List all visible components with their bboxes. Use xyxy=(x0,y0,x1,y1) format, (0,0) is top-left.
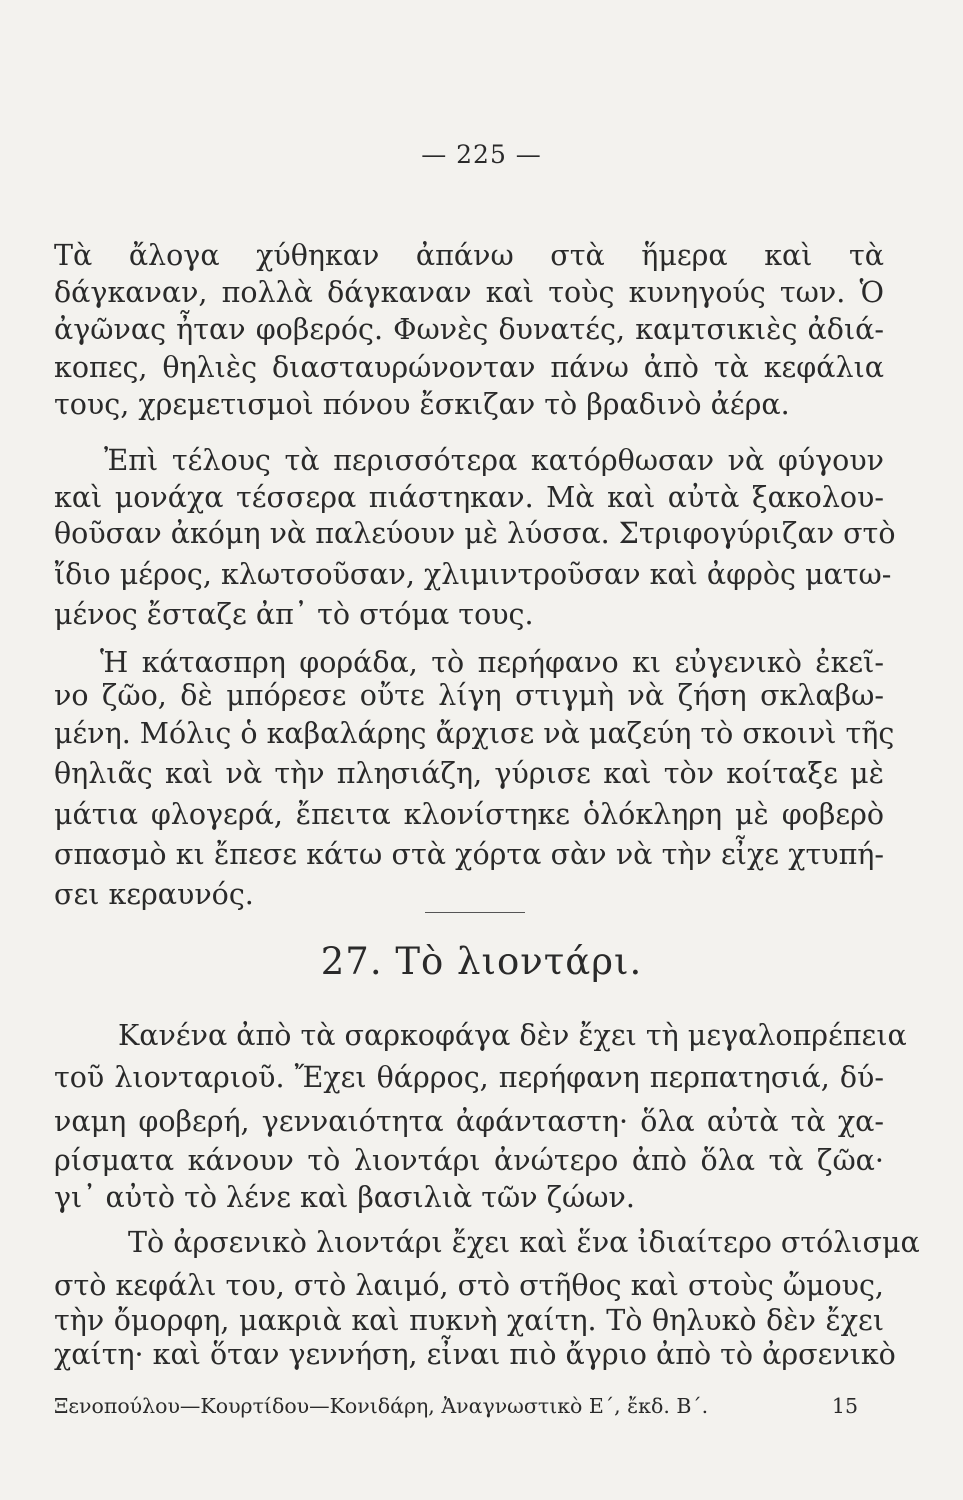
text-line: μάτια φλογερά, ἔπειτα κλονίστηκε ὁλόκληρη μὲ φοβερὸ xyxy=(54,798,884,831)
text-line: τὴν ὄμορφη, μακριὰ καὶ πυκνὴ χαίτη. Τὸ θηλυκὸ δὲν ἔχει xyxy=(54,1304,884,1337)
signature-mark: 15 xyxy=(831,1394,858,1418)
chapter-heading: 27. Τὸ λιοντάρι. xyxy=(320,940,643,983)
text-line: ἴδιο μέρος, κλωτσοῦσαν, χλιμιντροῦσαν καὶ ἀφρὸς ματω- xyxy=(54,558,892,591)
text-line: στὸ κεφάλι του, στὸ λαιμό, στὸ στῆθος καὶ στοὺς ὤμους, xyxy=(54,1269,884,1302)
text-line: σπασμὸ κι ἔπεσε κάτω στὰ χόρτα σὰν νὰ τὴν εἶχε χτυπή- xyxy=(54,838,884,871)
text-line: κοπες, θηλιὲς διασταυρώνονταν πάνω ἀπὸ τὰ κεφάλια xyxy=(54,351,884,384)
footer-citation: Ξενοπούλου—Κουρτίδου—Κονιδάρη, Ἀναγνωστικὸ Ε΄, ἔκδ. Β΄. xyxy=(54,1394,709,1418)
text-line: θοῦσαν ἀκόμη νὰ παλεύουν μὲ λύσσα. Στριφογύριζαν στὸ xyxy=(54,517,896,550)
text-line: ναμη φοβερή, γενναιότητα ἀφάνταστη· ὅλα αὐτὰ τὰ χα- xyxy=(54,1105,884,1138)
text-line: θηλιᾶς καὶ νὰ τὴν πλησιάζη, γύρισε καὶ τὸν κοίταξε μὲ xyxy=(54,757,884,790)
text-line: γι᾽ αὐτὸ τὸ λένε καὶ βασιλιὰ τῶν ζώων. xyxy=(54,1181,635,1214)
text-line: μένη. Μόλις ὁ καβαλάρης ἄρχισε νὰ μαζεύη τὸ σκοινὶ τῆς xyxy=(54,717,895,750)
text-line: νο ζῶο, δὲ μπόρεσε οὔτε λίγη στιγμὴ νὰ ζήση σκλαβω- xyxy=(54,679,884,712)
text-line: τους, χρεμετισμοὶ πόνου ἔσκιζαν τὸ βραδινὸ ἀέρα. xyxy=(54,388,790,421)
text-line: χαίτη· καὶ ὅταν γεννήση, εἶναι πιὸ ἄγριο ἀπὸ τὸ ἀρσενικὸ xyxy=(54,1338,896,1371)
text-line: ἀγῶνας ἦταν φοβερός. Φωνὲς δυνατές, καμτσικιὲς ἀδιά- xyxy=(54,313,884,346)
text-line: Κανένα ἀπὸ τὰ σαρκοφάγα δὲν ἔχει τὴ μεγαλοπρέπεια xyxy=(118,1019,907,1052)
text-line: δάγκαναν, πολλὰ δάγκαναν καὶ τοὺς κυνηγούς των. Ὁ xyxy=(54,276,884,309)
text-line: Τὰ ἄλογα χύθηκαν ἀπάνω στὰ ἥμερα καὶ τὰ xyxy=(54,239,884,272)
text-line: Ἡ κάτασπρη φοράδα, τὸ περήφανο κι εὐγενικὸ ἐκεῖ- xyxy=(100,646,884,679)
text-line: ρίσματα κάνουν τὸ λιοντάρι ἀνώτερο ἀπὸ ὅλα τὰ ζῶα· xyxy=(54,1144,884,1177)
page-footer xyxy=(54,1394,884,1418)
text-line: σει κεραυνός. xyxy=(54,878,254,911)
text-line: Ἐπὶ τέλους τὰ περισσότερα κατόρθωσαν νὰ φύγουν xyxy=(104,444,884,477)
section-divider xyxy=(425,912,525,913)
text-line: καὶ μονάχα τέσσερα πιάστηκαν. Μὰ καὶ αὐτὰ ξακολου- xyxy=(54,481,884,514)
text-line: τοῦ λιονταριοῦ. Ἔχει θάρρος, περήφανη περπατησιά, δύ- xyxy=(54,1061,884,1094)
page-number: — 225 — xyxy=(421,140,542,169)
text-line: Τὸ ἀρσενικὸ λιοντάρι ἔχει καὶ ἕνα ἰδιαίτερο στόλισμα xyxy=(128,1226,920,1259)
text-line: μένος ἔσταζε ἀπ᾽ τὸ στόμα τους. xyxy=(54,598,534,631)
